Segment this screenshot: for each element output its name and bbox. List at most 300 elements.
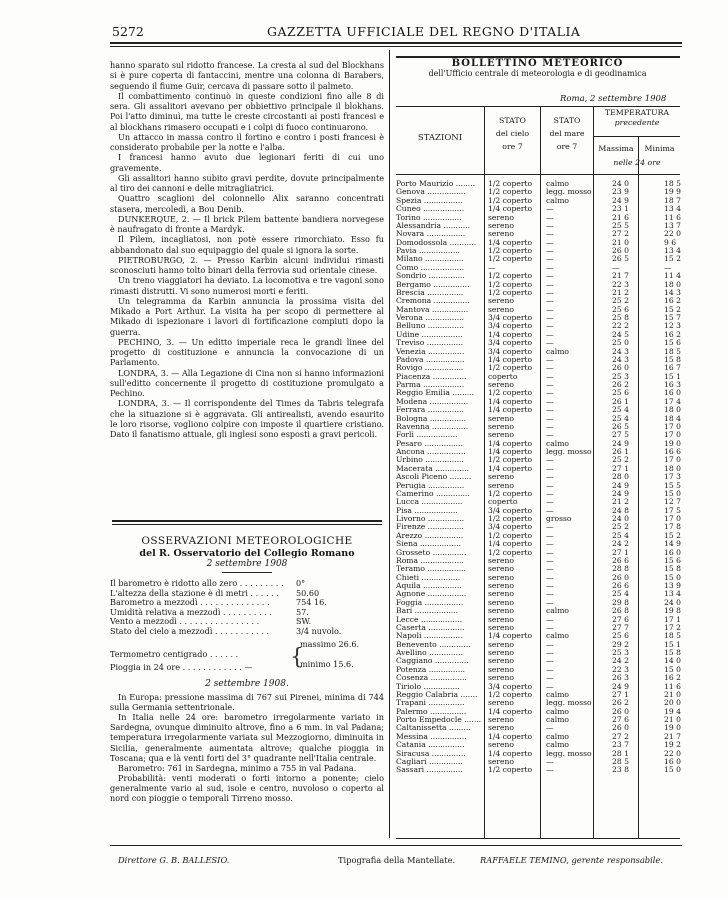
temp-max: 24 3: [612, 347, 629, 356]
sky-state: sereno: [488, 381, 514, 389]
station-name: Siena .................: [396, 540, 461, 549]
sea-state: —: [546, 355, 554, 364]
sea-state: calmo: [546, 347, 569, 356]
sky-state: 1/4 coperto: [488, 707, 533, 716]
temp-min: 18 0: [664, 464, 681, 473]
col-header-stations: STAZIONI: [417, 133, 463, 143]
observation-value: 3/4 nuvolo.: [296, 625, 342, 636]
temp-min: 16 0: [664, 389, 681, 398]
sea-state: —: [546, 431, 554, 440]
station-name: Bari ..................: [396, 607, 459, 616]
station-row: [396, 281, 704, 289]
thermometer-label: Termometro centigrado . . . . . .: [110, 649, 239, 659]
station-name: Messina ...............: [396, 732, 467, 741]
sea-state: calmo: [546, 607, 569, 616]
temp-max: 26 2: [612, 381, 629, 389]
temp-max: 29 8: [612, 598, 629, 607]
temp-max: 29 2: [612, 640, 629, 649]
temp-max: 25 0: [612, 339, 629, 348]
station-row: [396, 515, 704, 523]
station-row: [396, 540, 704, 548]
station-name: Torino ................: [396, 213, 462, 222]
sky-state: sereno: [488, 598, 514, 607]
sky-state: 1/4 coperto: [488, 355, 533, 364]
station-name: Piacenza ..............: [396, 372, 467, 381]
temp-max: 27 7: [612, 623, 629, 632]
sky-state: 1/2 coperto: [488, 389, 533, 398]
sea-state: calmo: [546, 732, 569, 741]
temp-max: 21 2: [612, 498, 629, 507]
sea-state: —: [546, 314, 554, 322]
temp-max: 27 1: [612, 690, 629, 699]
sky-state: sereno: [488, 674, 514, 683]
station-row: [396, 356, 704, 364]
station-row: [396, 415, 704, 423]
station-row: [396, 565, 704, 573]
sea-state: —: [546, 364, 554, 373]
temp-min: 15 0: [664, 665, 681, 674]
temp-max: 26 1: [612, 397, 629, 406]
sea-state: —: [546, 339, 554, 348]
station-row: [396, 255, 704, 263]
temp-min: 15 0: [664, 489, 681, 498]
observation-value: SW.: [296, 616, 312, 626]
temp-max: 28 8: [612, 565, 629, 574]
news-paragraph: Un attacco in massa contro il fortino e contro i posti francesi è considerato probabile per la notte e l'alba.: [110, 131, 384, 152]
sea-state: legg. mosso: [546, 448, 592, 456]
temp-max: 23 7: [612, 741, 629, 750]
sky-state: sereno: [488, 422, 514, 431]
temp-max: 24 2: [612, 657, 629, 666]
observation-label: L'altezza della stazione è di metri . . . . . .: [110, 587, 279, 598]
sky-state: sereno: [488, 741, 514, 750]
sea-state: —: [546, 640, 554, 649]
header-rule-top: [110, 42, 682, 44]
sea-state: —: [546, 582, 554, 590]
temp-max: 26 6: [612, 582, 629, 590]
station-name: Mantova ...............: [396, 305, 469, 314]
footer-printer: Tipografia della Mantellate.: [338, 855, 456, 865]
sea-state: —: [546, 498, 554, 507]
temp-max: 21 2: [612, 288, 629, 297]
station-name: Camerino ..............: [396, 489, 470, 498]
temp-max: 23 8: [612, 766, 629, 775]
sea-state: calmo: [546, 196, 569, 205]
sea-state: calmo: [546, 439, 569, 448]
temp-min: 17 4: [664, 397, 681, 406]
station-row: [396, 339, 704, 347]
page-number: 5272: [112, 24, 144, 39]
station-row: [396, 632, 704, 640]
sky-state: sereno: [488, 590, 514, 599]
temp-min: 17 2: [664, 623, 681, 632]
station-row: [396, 456, 704, 464]
sky-state: sereno: [488, 623, 514, 632]
news-paragraph: Il combattimento continuò in queste condizioni fino alle 8 di sera. Gli assalitori avevano per obbiettivo principale il blokhans. Poi l'atto diminuì, ma tutte le creste circostanti ai posti francesi e al blockhans rimasero occupati e i colpi di fuoco continuarono.: [110, 90, 384, 132]
sea-state: —: [546, 414, 554, 423]
temp-max: 27 2: [612, 230, 629, 239]
temp-min: 18 5: [664, 347, 681, 356]
newspaper-title: GAZZETTA UFFICIALE DEL REGNO D'ITALIA: [267, 24, 581, 39]
sky-state: 1/2 coperto: [488, 364, 533, 373]
sky-state: 1/4 coperto: [488, 540, 533, 549]
station-row: [396, 389, 704, 397]
station-name: Udine .................: [396, 330, 463, 339]
page-header: [112, 24, 682, 40]
news-paragraph: Un treno viaggiatori ha deviato. La locomotiva e tre vagoni sono rimasti distrutti. Vi sono numerosi morti e feriti.: [110, 275, 384, 296]
station-name: Verona ................: [396, 314, 464, 322]
temp-min: 15 1: [664, 640, 681, 649]
temp-min: 16 0: [664, 548, 681, 557]
rain-row: Pioggia in 24 ore . . . . . . . . . . . . —: [110, 662, 253, 672]
sea-state: calmo: [546, 690, 569, 699]
temp-min: 12 7: [664, 498, 681, 507]
station-name: Urbino ................: [396, 456, 464, 465]
sea-state: —: [546, 464, 554, 473]
station-row: [396, 314, 704, 322]
temp-max: 25 4: [612, 406, 629, 415]
sky-state: —: [488, 263, 496, 272]
temp-min: 16 2: [664, 297, 681, 306]
temp-min: 13 4: [664, 247, 681, 255]
station-name: Milano ................: [396, 255, 464, 264]
station-row: [396, 264, 704, 272]
temp-max: 25 5: [612, 221, 629, 230]
station-row: [396, 549, 704, 557]
observation-row: [110, 607, 384, 617]
station-row: [396, 465, 704, 473]
sea-state: —: [546, 389, 554, 398]
station-row: [396, 440, 704, 448]
station-name: Modena ................: [396, 397, 469, 406]
temp-max: 24 0: [612, 515, 629, 523]
observation-row: [110, 597, 384, 607]
temp-min: 12 3: [664, 322, 681, 331]
temp-min: 16 6: [664, 448, 681, 456]
station-name: Porto Maurizio ........: [396, 180, 476, 188]
station-name: Caserta ...............: [396, 623, 465, 632]
sky-state: sereno: [488, 757, 514, 766]
station-row: [396, 423, 704, 431]
station-name: Padova ................: [396, 355, 465, 364]
temp-min: 15 5: [664, 481, 681, 490]
observations-title: OSSERVAZIONI METEOROLOGICHE: [141, 535, 353, 547]
sky-state: sereno: [488, 414, 514, 423]
station-name: Reggio Emilia .........: [396, 389, 475, 398]
temp-max: 26 0: [612, 573, 629, 582]
temp-min: 18 0: [664, 406, 681, 415]
table-rule-temp: [594, 136, 680, 137]
sky-state: 3/4 coperto: [488, 322, 533, 331]
sea-state: —: [546, 305, 554, 314]
temp-max: 28 1: [612, 749, 629, 758]
station-row: [396, 197, 704, 205]
station-name: Firenze ...............: [396, 523, 464, 532]
station-name: Siracusa ..............: [396, 749, 466, 758]
temp-min: 15 0: [664, 766, 681, 775]
temp-max: —: [612, 263, 620, 272]
obs-rule-top: [112, 520, 382, 522]
temp-min: 13 9: [664, 582, 681, 590]
sea-state: —: [546, 381, 554, 389]
sky-state: sereno: [488, 649, 514, 657]
temp-min: 15 7: [664, 314, 681, 322]
station-name: Potenza ...............: [396, 665, 465, 674]
temp-max: 24 9: [612, 489, 629, 498]
sky-state: sereno: [488, 716, 514, 724]
sky-state: 1/4 coperto: [488, 448, 533, 456]
temp-min: 15 0: [664, 573, 681, 582]
station-row: [396, 708, 704, 716]
temp-min: 24 0: [664, 598, 681, 607]
station-name: Trapani ...............: [396, 699, 465, 708]
temp-max: 25 2: [612, 456, 629, 465]
temp-max: 25 4: [612, 414, 629, 423]
sea-state: —: [546, 238, 554, 247]
temp-max: 21 0: [612, 238, 629, 247]
station-name: Caggiano ..............: [396, 657, 469, 666]
station-row: [396, 507, 704, 515]
temp-max: 26 1: [612, 448, 629, 456]
sky-state: 1/4 coperto: [488, 238, 533, 247]
table-rule-bottom: [396, 838, 680, 839]
station-row: [396, 214, 704, 222]
station-row: [396, 716, 704, 724]
temp-min: 15 1: [664, 372, 681, 381]
station-name: Novara ................: [396, 230, 466, 239]
sea-state: —: [546, 598, 554, 607]
station-name: Bergamo ...............: [396, 280, 470, 289]
temp-max: 28 5: [612, 757, 629, 766]
sea-state: legg. mosso: [546, 188, 592, 197]
station-row: [396, 482, 704, 490]
forecast-paragraph: Barometro: 761 in Sardegna, minimo a 755 in val Padana.: [118, 762, 357, 773]
temp-max: 26 0: [612, 364, 629, 373]
temp-min: 20 0: [664, 699, 681, 708]
thermometer-max: massimo 26.6.: [300, 639, 360, 649]
temp-max: 25 6: [612, 632, 629, 641]
temp-max: 25 3: [612, 372, 629, 381]
temp-max: 26 0: [612, 707, 629, 716]
station-name: Cosenza ...............: [396, 674, 467, 683]
sea-state: —: [546, 255, 554, 264]
temp-min: 19 9: [664, 188, 681, 197]
station-row: [396, 733, 704, 741]
col-header-sea: STATO del mare ore 7: [549, 116, 585, 151]
bulletin-subtitle: dell'Ufficio centrale di meteorologia e di geodinamica: [428, 69, 647, 78]
sea-state: calmo: [546, 180, 569, 188]
station-row: [396, 758, 704, 766]
sky-state: sereno: [488, 556, 514, 565]
sea-state: —: [546, 247, 554, 255]
sky-state: sereno: [488, 230, 514, 239]
station-name: Avellino ..............: [396, 649, 463, 657]
station-row: [396, 272, 704, 280]
sky-state: 1/2 coperto: [488, 280, 533, 289]
temp-min: 13 4: [664, 205, 681, 214]
temp-max: 26 8: [612, 607, 629, 616]
temp-min: 15 8: [664, 565, 681, 574]
temp-min: 18 5: [664, 632, 681, 641]
station-name: Brescia ...............: [396, 288, 464, 297]
sea-state: calmo: [546, 632, 569, 641]
station-name: Catania ...............: [396, 741, 465, 750]
sky-state: 1/4 coperto: [488, 749, 533, 758]
temp-min: 21 0: [664, 716, 681, 724]
sea-state: —: [546, 205, 554, 214]
station-name: Tiriolo ...............: [396, 682, 460, 691]
forecast-paragraph: In Europa: pressione massima di 767 sui Pirenei, minima di 744 sulla Germania settentrionale.: [110, 692, 384, 713]
station-row: [396, 331, 704, 339]
sky-state: sereno: [488, 615, 514, 624]
news-column: [110, 60, 384, 439]
temp-min: 19 0: [664, 724, 681, 733]
temp-max: 27 5: [612, 431, 629, 440]
station-name: Ancona ................: [396, 448, 466, 456]
temp-min: 18 7: [664, 196, 681, 205]
sea-state: —: [546, 372, 554, 381]
sky-state: 3/4 coperto: [488, 506, 533, 515]
temp-min: 13 7: [664, 221, 681, 230]
sky-state: sereno: [488, 724, 514, 733]
observations-date: 2 settembre 1908: [206, 559, 288, 569]
observation-row: [110, 626, 384, 636]
sky-state: sereno: [488, 573, 514, 582]
temp-min: 17 0: [664, 515, 681, 523]
station-name: Caltanissetta .........: [396, 724, 471, 733]
station-row: [396, 205, 704, 213]
temp-min: 15 8: [664, 649, 681, 657]
sea-state: —: [546, 406, 554, 415]
station-name: Grosseto ..............: [396, 548, 467, 557]
bulletin-title: BOLLETTINO METEORICO: [451, 58, 624, 69]
station-row: [396, 699, 704, 707]
temp-min: 17 3: [664, 473, 681, 482]
header-rule-bottom: [110, 46, 682, 47]
sky-state: 1/2 coperto: [488, 515, 533, 523]
station-row: [396, 498, 704, 506]
sea-state: —: [546, 556, 554, 565]
temp-min: 19 8: [664, 607, 681, 616]
station-name: Pavia .................: [396, 247, 460, 255]
station-row: [396, 348, 704, 356]
col-header-24h: nelle 24 ore: [613, 158, 661, 167]
sea-state: —: [546, 288, 554, 297]
station-name: Benevento .............: [396, 640, 471, 649]
sky-state: 3/4 coperto: [488, 339, 533, 348]
news-paragraph: Gli assalitori hanno subito gravi perdite, dovute principalmente al tiro dei cannoni e delle mitragliatrici.: [110, 172, 384, 193]
station-row: [396, 616, 704, 624]
temp-max: 22 3: [612, 665, 629, 674]
station-name: Chieti ................: [396, 573, 461, 582]
sky-state: sereno: [488, 305, 514, 314]
temp-min: 14 0: [664, 657, 681, 666]
station-name: Cremona ...............: [396, 297, 470, 306]
observation-label: Il barometro è ridotto allo zero . . . . . . . . .: [110, 578, 284, 588]
sky-state: 1/2 coperto: [488, 531, 533, 540]
temp-max: 24 3: [612, 355, 629, 364]
sky-state: sereno: [488, 699, 514, 708]
sea-state: —: [546, 481, 554, 490]
sea-state: calmo: [546, 707, 569, 716]
station-name: Forlì .................: [396, 431, 458, 440]
table-rule-top: [396, 106, 680, 107]
station-name: Belluno ...............: [396, 322, 464, 331]
sky-state: coperto: [488, 372, 518, 381]
station-row: [396, 180, 704, 188]
footer-rule: [110, 845, 682, 846]
news-paragraph: PECHINO, 3. — Un editto imperiale reca le grandi linee del progetto di costituzione e annuncia la convocazione di un Parlamento.: [110, 336, 384, 368]
sky-state: 1/2 coperto: [488, 766, 533, 775]
sky-state: 1/2 coperto: [488, 548, 533, 557]
temp-min: 17 1: [664, 615, 681, 624]
news-paragraph: Il Pilem, incagliatosi, non potè essere rimorchiato. Esso fu abbandonato dal suo equipaggio del quale si ignora la sorte.: [110, 234, 384, 255]
sky-state: 1/4 coperto: [488, 439, 533, 448]
temp-max: 24 9: [612, 196, 629, 205]
sea-state: —: [546, 682, 554, 691]
sea-state: —: [546, 272, 554, 281]
observation-value: 754 16.: [296, 597, 327, 607]
temp-max: 25 2: [612, 523, 629, 532]
temp-max: 21 6: [612, 213, 629, 222]
station-name: Como ..................: [396, 263, 465, 272]
temp-max: 25 3: [612, 649, 629, 657]
temp-min: —: [664, 263, 672, 272]
station-name: Porto Empedocle .......: [396, 716, 482, 724]
temp-max: 24 9: [612, 439, 629, 448]
station-row: [396, 641, 704, 649]
station-name: Ravenna ...............: [396, 422, 469, 431]
temp-min: 14 9: [664, 540, 681, 549]
observations-subtitle: del R. Osservatorio del Collegio Romano: [139, 548, 355, 559]
sky-state: sereno: [488, 565, 514, 574]
sky-state: 1/4 coperto: [488, 406, 533, 415]
temp-max: 27 2: [612, 732, 629, 741]
sky-state: coperto: [488, 498, 518, 507]
station-name: Teramo ................: [396, 565, 466, 574]
forecast-paragraph: In Italia nelle 24 ore: barometro irregolarmente variato in Sardegna, ovunque diminuito altrove, fino a 6 mm. in val Padana; temperatura irregolarmente variata sul Mezzogiorno, diminuita in Sicilia, generalmente aumentata altrove; qualche pioggia in Toscana; qua e là venti forti del 3° quadrante nell'Italia centrale.: [110, 712, 384, 763]
sea-state: —: [546, 665, 554, 674]
col-header-max: Massima: [598, 144, 634, 153]
temp-min: 15 2: [664, 305, 681, 314]
station-name: Sondrio ...............: [396, 272, 465, 281]
sky-state: 1/2 coperto: [488, 196, 533, 205]
station-row: [396, 188, 704, 196]
temp-min: 22 0: [664, 230, 681, 239]
temp-min: 15 6: [664, 556, 681, 565]
station-row: [396, 297, 704, 305]
sea-state: —: [546, 565, 554, 574]
temp-min: 15 6: [664, 339, 681, 348]
sky-state: sereno: [488, 665, 514, 674]
col-header-sky: STATO del cielo ore 7: [495, 116, 530, 151]
column-divider: [389, 50, 390, 838]
forecast-date: 2 settembre 1908.: [205, 679, 289, 689]
station-name: Agnone ................: [396, 590, 467, 599]
sea-state: —: [546, 230, 554, 239]
station-name: Alessandria ...........: [396, 221, 471, 230]
temp-max: 25 8: [612, 314, 629, 322]
station-row: [396, 222, 704, 230]
sea-state: —: [546, 280, 554, 289]
sea-state: —: [546, 615, 554, 624]
sky-state: 1/2 coperto: [488, 489, 533, 498]
sky-state: sereno: [488, 607, 514, 616]
sky-state: sereno: [488, 431, 514, 440]
temp-min: 15 2: [664, 255, 681, 264]
sea-state: calmo: [546, 716, 569, 724]
station-name: Aquila ................: [396, 582, 462, 590]
